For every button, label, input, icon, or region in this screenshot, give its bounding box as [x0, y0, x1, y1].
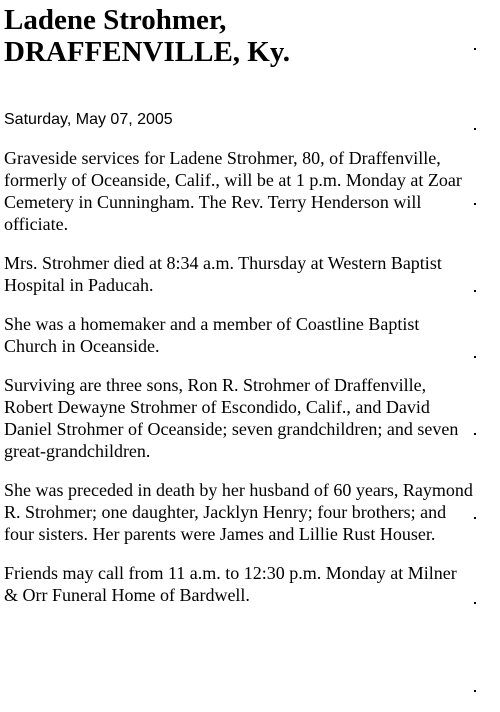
article-paragraph-death: Mrs. Strohmer died at 8:34 a.m. Thursday at Western Baptist Hospital in Paducah. [4, 253, 442, 295]
right-edge-marks [474, 0, 480, 712]
edge-dot [474, 356, 476, 358]
edge-dot [474, 48, 476, 50]
article-paragraph-survivors: Surviving are three sons, Ron R. Strohmer of Draffenville, Robert Dewayne Strohmer of Escondido, Calif., and David Daniel Strohmer of Oceanside; seven grandchildren; and seven great-grandchildren. [4, 375, 459, 461]
headline-location: DRAFFENVILLE, Ky. [4, 36, 291, 68]
article-paragraph-preceded: She was preceded in death by her husband of 60 years, Raymond R. Strohmer; one daughter, Jacklyn Henry; four brothers; and four sisters. Her parents were James and Lillie Rust Houser. [4, 480, 473, 544]
article-paragraph-membership: She was a homemaker and a member of Coastline Baptist Church in Oceanside. [4, 314, 420, 356]
edge-dot [474, 203, 476, 205]
article-paragraph-services: Graveside services for Ladene Strohmer, 80, of Draffenville, formerly of Oceanside, Calif., will be at 1 p.m. Monday at Zoar Cemetery in Cunningham. The Rev. Terry Henderson will officiate. [4, 148, 462, 234]
edge-dot [474, 128, 476, 130]
edge-dot [474, 433, 476, 435]
edge-dot [474, 690, 476, 692]
article-paragraph-visitation: Friends may call from 11 a.m. to 12:30 p.m. Monday at Milner & Orr Funeral Home of Bardwell. [4, 563, 457, 605]
obituary-article [4, 4, 474, 606]
article-headline [4, 4, 474, 68]
publication-date: Saturday, May 07, 2005 [4, 111, 173, 128]
edge-dot [474, 602, 476, 604]
edge-dot [474, 517, 476, 519]
edge-dot [474, 290, 476, 292]
headline-name: Ladene Strohmer, [4, 4, 227, 36]
